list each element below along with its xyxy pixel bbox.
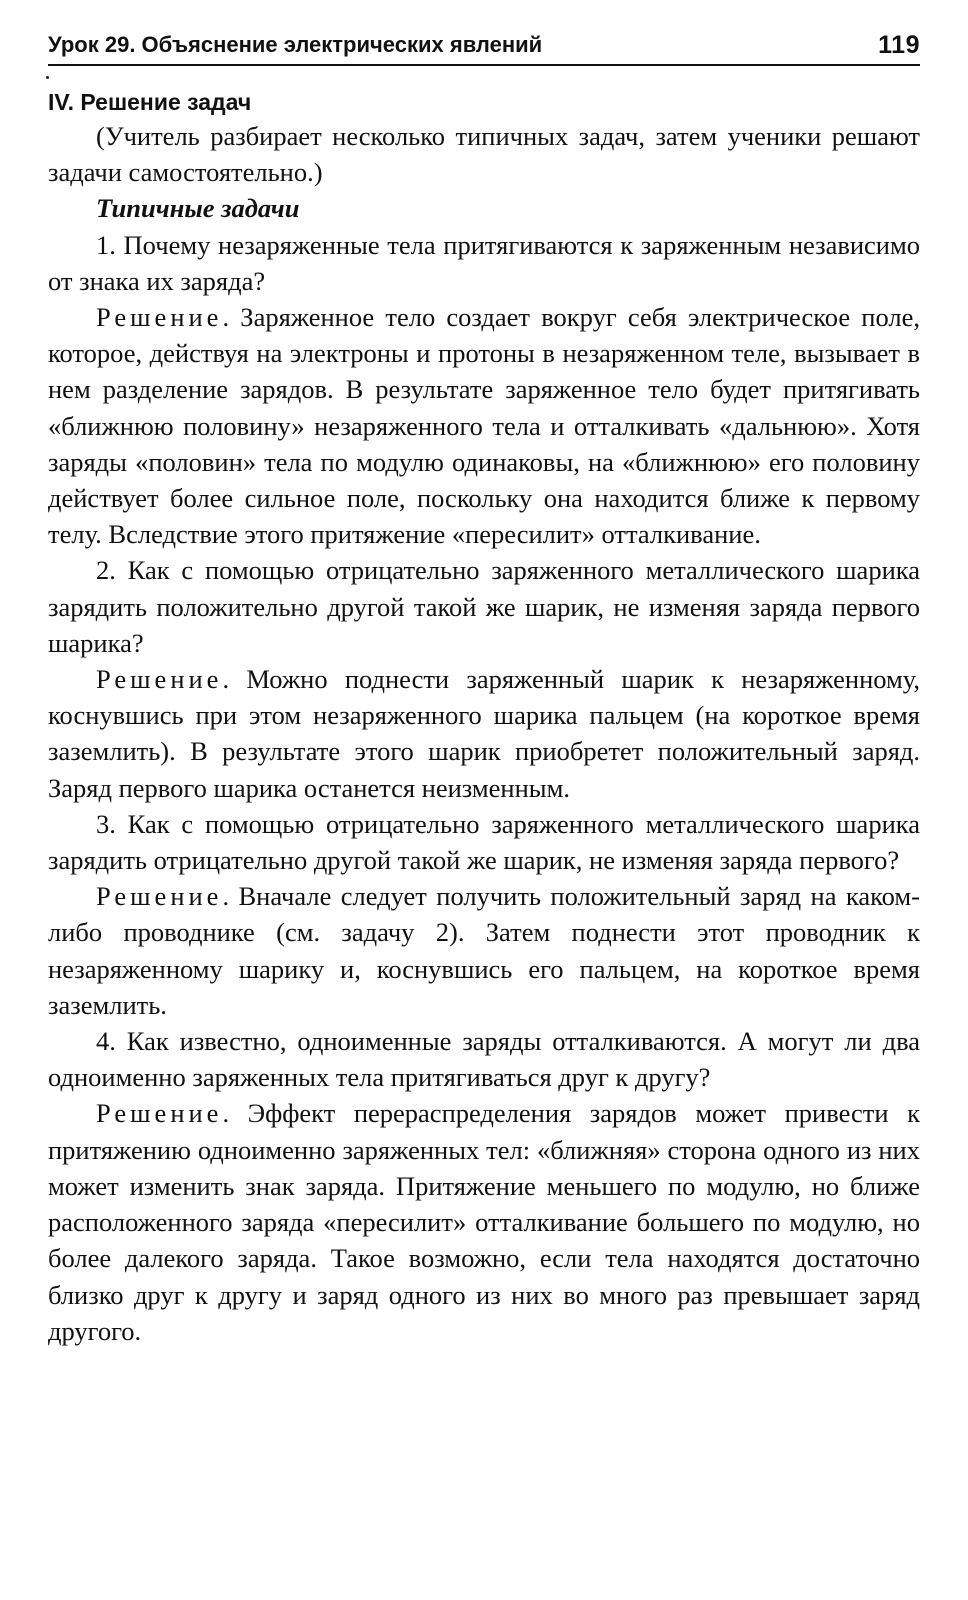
- page-number: 119: [878, 31, 920, 59]
- task-1-question: 1. Почему незаряженные тела притягиваются к заряженным независимо от знака их заряда?: [48, 229, 920, 296]
- task-2-question: 2. Как с помощью отрицательно заряженного металлического шарика зарядить положительно другой такой же шарик, не изменяя заряда первого шарика?: [48, 555, 920, 658]
- task-3-question: 3. Как с помощью отрицательно заряженного металлического шарика зарядить отрицательно другой такой же шарик, не изменяя заряда первого?: [48, 808, 920, 876]
- typical-tasks-heading: Типичные задачи: [96, 193, 300, 224]
- task-1-solution: [48, 299, 920, 552]
- task-1-solution-text: . Заряженное тело создает вокруг себя электрическое поле, которое, действуя на электроны и протоны в незаряженном теле, вызывает в нем разделение зарядов. В результате заряженное тело будет притягивать «ближнюю половину» незаряженного тела и отталкивать «дальнюю». Хотя заряды «половин» тела по модулю одинаковы, на «ближнюю» его половину действует более сильное поле, поскольку она находится ближе к первому телу. Вследствие этого притяжение «пересилит» отталкивание.: [48, 302, 920, 550]
- intro-paragraph: (Учитель разбирает несколько типичных задач, затем ученики решают задачи самостоятельно.): [48, 121, 920, 188]
- section-heading: IV. Решение задач: [48, 89, 252, 115]
- solution-label: Решение: [96, 302, 223, 333]
- solution-label: Решение: [96, 881, 223, 912]
- running-head: [48, 30, 920, 66]
- solution-label: Решение: [96, 664, 223, 695]
- task-4-solution: [48, 1095, 920, 1348]
- task-3-solution: [48, 878, 920, 1023]
- task-3-solution-text: . Вначале следует получить положительный заряд на каком-либо проводнике (см. задачу 2). Затем поднести этот проводник к незаряженному шарику и, коснувшись его пальцем, на короткое время заземлить.: [48, 881, 920, 1020]
- task-2-solution: [48, 661, 920, 806]
- task-4-question: 4. Как известно, одноименные заряды отталкиваются. А могут ли два одноименно заряженных тела притягиваться друг к другу?: [48, 1026, 920, 1093]
- book-page: [48, 30, 920, 1349]
- task-4-solution-text: . Эффект перераспределения зарядов может привести к притяжению одноименно заряженных тел: «ближняя» сторона одного из них может изменить знак заряда. Притяжение меньшего по модулю, но ближе расположенного заряда «пересилит» отталкивание большего по модулю, но более далекого заряда. Такое возможно, если тела находятся достаточно близко друг к другу и заряд одного из них во много раз превышает заряд другого.: [48, 1098, 920, 1346]
- chapter-title: Урок 29. Объяснение электрических явлений: [48, 32, 543, 57]
- solution-label: Решение: [96, 1098, 223, 1129]
- task-2-solution-text: . Можно поднести заряженный шарик к незаряженному, коснувшись при этом незаряженного шарика пальцем (на короткое время заземлить). В результате этого шарик приобретет положительный заряд. Заряд первого шарика останется неизменным.: [48, 664, 920, 803]
